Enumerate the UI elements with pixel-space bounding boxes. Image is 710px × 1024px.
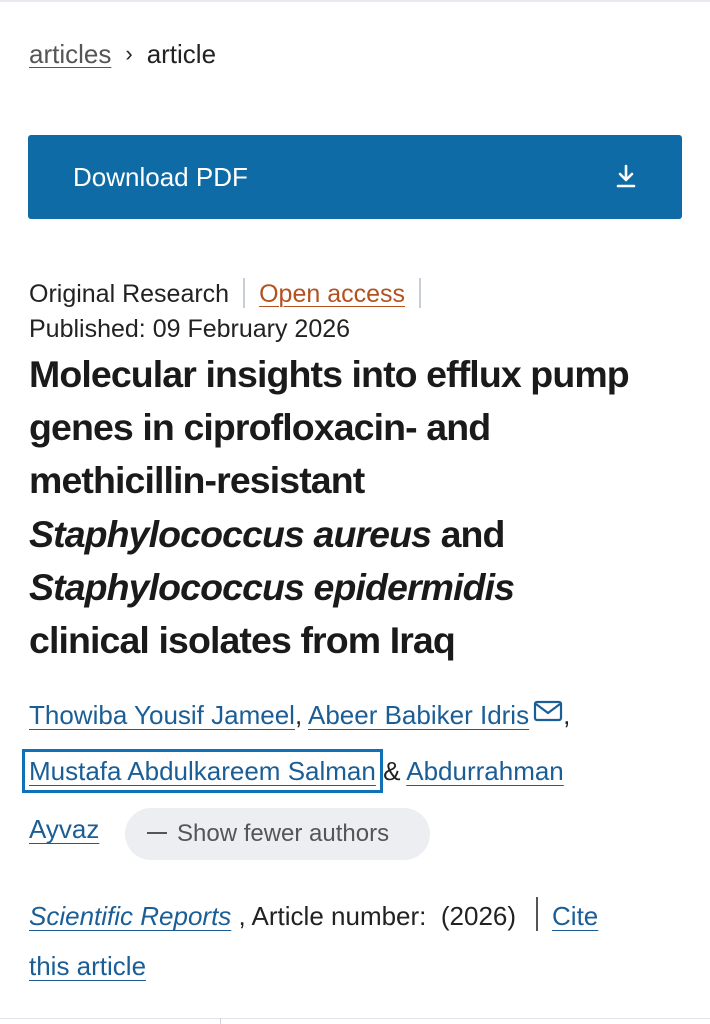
article-year: (2026) xyxy=(440,901,517,931)
article-title xyxy=(29,348,699,667)
title-line: clinical isolates from Iraq xyxy=(29,619,455,662)
author-link[interactable]: Thowiba Yousif Jameel xyxy=(29,700,295,730)
cite-article-link[interactable]: Cite xyxy=(552,901,599,931)
minus-icon xyxy=(147,832,167,834)
open-access-link[interactable]: Open access xyxy=(259,280,406,308)
meta-divider xyxy=(243,278,245,308)
author-line: Thowiba Yousif Jameel, Abeer Babiker Idris , xyxy=(29,700,571,730)
download-pdf-label: Download PDF xyxy=(73,162,248,192)
top-divider xyxy=(0,0,710,2)
citation-line xyxy=(29,948,146,984)
author-line xyxy=(29,814,99,845)
author-link-focused[interactable]: Mustafa Abdulkareem Salman xyxy=(29,756,376,786)
download-pdf-button[interactable] xyxy=(28,135,682,219)
breadcrumb-separator-icon: › xyxy=(125,41,133,66)
title-line: Staphylococcus epidermidis xyxy=(29,565,515,608)
author-link[interactable]: Ayvaz xyxy=(29,814,100,844)
author-link[interactable]: Abeer Babiker Idris xyxy=(307,700,530,730)
show-fewer-authors-button[interactable] xyxy=(125,808,430,860)
show-fewer-authors-label: Show fewer authors xyxy=(177,820,390,847)
journal-link[interactable]: Scientific Reports xyxy=(29,901,232,931)
download-icon xyxy=(614,163,638,191)
author-line: Mustafa Abdulkareem Salman & Abdurrahman xyxy=(29,756,564,786)
article-number-label: , Article number: xyxy=(238,901,427,931)
breadcrumb xyxy=(29,38,216,72)
article-type: Original Research xyxy=(29,280,230,308)
mail-icon[interactable] xyxy=(533,700,563,722)
bottom-divider-tick xyxy=(220,1018,221,1024)
title-line: genes in ciprofloxacin- and xyxy=(29,406,491,449)
title-line: Molecular insights into efflux pump xyxy=(29,353,629,395)
bottom-divider xyxy=(0,1018,710,1019)
author-link[interactable]: Abdurrahman xyxy=(406,756,564,786)
published-date: Published: 09 February 2026 xyxy=(29,315,351,343)
breadcrumb-articles-link[interactable]: articles xyxy=(29,39,112,69)
title-line: methicillin-resistant xyxy=(29,459,365,502)
meta-divider xyxy=(419,278,421,308)
cite-article-link[interactable]: this article xyxy=(29,951,147,981)
citation-line xyxy=(29,898,598,935)
article-meta xyxy=(29,278,435,310)
citation-divider xyxy=(536,897,538,931)
breadcrumb-current: article xyxy=(146,39,217,69)
title-line: Staphylococcus aureus and xyxy=(29,512,505,555)
